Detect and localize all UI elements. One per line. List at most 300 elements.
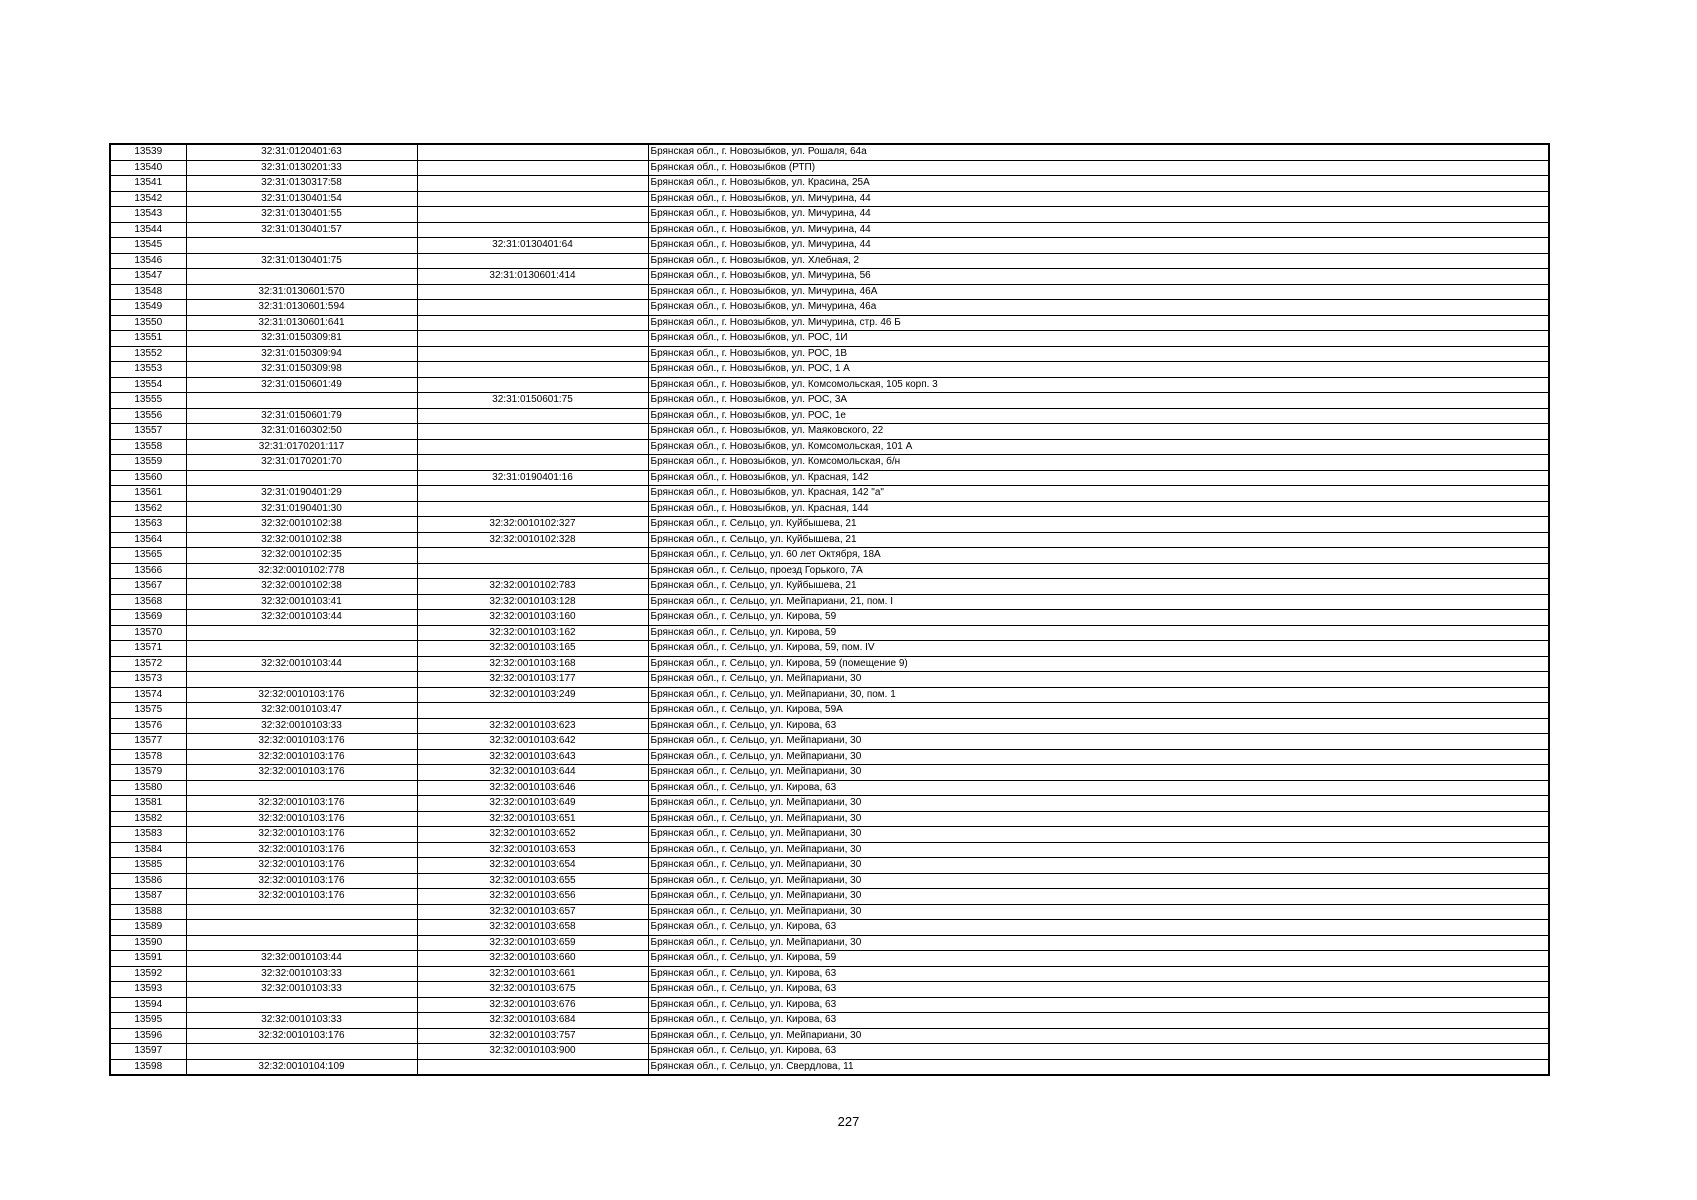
table-row xyxy=(110,144,1549,160)
cadastral-number-cell: 32:32:0010103:176 xyxy=(186,889,417,905)
object-number-cell xyxy=(417,191,648,207)
row-number-cell: 13566 xyxy=(110,563,186,579)
cadastral-number-cell xyxy=(186,997,417,1013)
address-cell: Брянская обл., г. Сельцо, ул. Кирова, 63 xyxy=(648,718,1549,734)
row-number-cell: 13560 xyxy=(110,470,186,486)
cadastral-number-cell: 32:32:0010103:176 xyxy=(186,687,417,703)
address-cell: Брянская обл., г. Сельцо, ул. Мейпариани, 30 xyxy=(648,904,1549,920)
table-row xyxy=(110,672,1549,688)
object-number-cell xyxy=(417,486,648,502)
cadastral-number-cell: 32:32:0010102:778 xyxy=(186,563,417,579)
cadastral-number-cell xyxy=(186,920,417,936)
table-row xyxy=(110,594,1549,610)
table-row xyxy=(110,827,1549,843)
object-number-cell xyxy=(417,408,648,424)
table-row xyxy=(110,548,1549,564)
object-number-cell: 32:32:0010103:649 xyxy=(417,796,648,812)
object-number-cell: 32:32:0010103:652 xyxy=(417,827,648,843)
table-row xyxy=(110,176,1549,192)
row-number-cell: 13591 xyxy=(110,951,186,967)
table-row xyxy=(110,284,1549,300)
row-number-cell: 13576 xyxy=(110,718,186,734)
address-cell: Брянская обл., г. Новозыбков, ул. Мичурина, 44 xyxy=(648,207,1549,223)
cadastral-number-cell xyxy=(186,780,417,796)
row-number-cell: 13569 xyxy=(110,610,186,626)
table-row xyxy=(110,703,1549,719)
cadastral-number-cell xyxy=(186,641,417,657)
address-cell: Брянская обл., г. Новозыбков, ул. РОС, 1е xyxy=(648,408,1549,424)
address-cell: Брянская обл., г. Сельцо, ул. Мейпариани, 30 xyxy=(648,672,1549,688)
row-number-cell: 13594 xyxy=(110,997,186,1013)
object-number-cell: 32:32:0010102:783 xyxy=(417,579,648,595)
row-number-cell: 13540 xyxy=(110,160,186,176)
cadastral-number-cell xyxy=(186,672,417,688)
row-number-cell: 13582 xyxy=(110,811,186,827)
table-row xyxy=(110,796,1549,812)
table-row xyxy=(110,532,1549,548)
table-row xyxy=(110,656,1549,672)
row-number-cell: 13539 xyxy=(110,144,186,160)
address-cell: Брянская обл., г. Сельцо, ул. 60 лет Октября, 18А xyxy=(648,548,1549,564)
address-cell: Брянская обл., г. Новозыбков, ул. Мичурина, стр. 46 Б xyxy=(648,315,1549,331)
object-number-cell: 32:32:0010103:165 xyxy=(417,641,648,657)
address-cell: Брянская обл., г. Новозыбков, ул. Комсомольская, 105 корп. 3 xyxy=(648,377,1549,393)
row-number-cell: 13590 xyxy=(110,935,186,951)
address-cell: Брянская обл., г. Сельцо, ул. Мейпариани, 30 xyxy=(648,811,1549,827)
object-number-cell xyxy=(417,439,648,455)
cadastral-number-cell: 32:31:0120401:63 xyxy=(186,144,417,160)
address-cell: Брянская обл., г. Сельцо, ул. Куйбышева, 21 xyxy=(648,517,1549,533)
cadastral-number-cell xyxy=(186,269,417,285)
table-row xyxy=(110,641,1549,657)
object-number-cell xyxy=(417,300,648,316)
object-number-cell: 32:32:0010103:900 xyxy=(417,1044,648,1060)
table-row xyxy=(110,486,1549,502)
address-cell: Брянская обл., г. Новозыбков, ул. Красная, 144 xyxy=(648,501,1549,517)
row-number-cell: 13585 xyxy=(110,858,186,874)
object-number-cell: 32:32:0010103:757 xyxy=(417,1028,648,1044)
row-number-cell: 13544 xyxy=(110,222,186,238)
registry-table xyxy=(109,143,1550,1076)
address-cell: Брянская обл., г. Сельцо, ул. Кирова, 63 xyxy=(648,780,1549,796)
row-number-cell: 13577 xyxy=(110,734,186,750)
address-cell: Брянская обл., г. Сельцо, ул. Мейпариани, 30 xyxy=(648,873,1549,889)
object-number-cell: 32:32:0010103:177 xyxy=(417,672,648,688)
row-number-cell: 13571 xyxy=(110,641,186,657)
object-number-cell: 32:32:0010103:643 xyxy=(417,749,648,765)
object-number-cell: 32:32:0010103:653 xyxy=(417,842,648,858)
cadastral-number-cell: 32:31:0130401:55 xyxy=(186,207,417,223)
row-number-cell: 13546 xyxy=(110,253,186,269)
object-number-cell: 32:32:0010103:162 xyxy=(417,625,648,641)
address-cell: Брянская обл., г. Сельцо, ул. Куйбышева, 21 xyxy=(648,532,1549,548)
row-number-cell: 13549 xyxy=(110,300,186,316)
object-number-cell: 32:32:0010103:160 xyxy=(417,610,648,626)
table-row xyxy=(110,393,1549,409)
row-number-cell: 13559 xyxy=(110,455,186,471)
row-number-cell: 13562 xyxy=(110,501,186,517)
row-number-cell: 13583 xyxy=(110,827,186,843)
address-cell: Брянская обл., г. Новозыбков, ул. Красина, 25А xyxy=(648,176,1549,192)
row-number-cell: 13551 xyxy=(110,331,186,347)
address-cell: Брянская обл., г. Новозыбков, ул. РОС, 1 А xyxy=(648,362,1549,378)
table-row xyxy=(110,579,1549,595)
cadastral-number-cell: 32:32:0010103:41 xyxy=(186,594,417,610)
table-row xyxy=(110,718,1549,734)
object-number-cell: 32:32:0010103:646 xyxy=(417,780,648,796)
table-row xyxy=(110,563,1549,579)
cadastral-number-cell: 32:32:0010103:176 xyxy=(186,796,417,812)
address-cell: Брянская обл., г. Новозыбков, ул. Мичурина, 46А xyxy=(648,284,1549,300)
cadastral-number-cell xyxy=(186,1044,417,1060)
row-number-cell: 13575 xyxy=(110,703,186,719)
table-row xyxy=(110,811,1549,827)
table-row xyxy=(110,610,1549,626)
address-cell: Брянская обл., г. Сельцо, ул. Кирова, 59 (помещение 9) xyxy=(648,656,1549,672)
address-cell: Брянская обл., г. Сельцо, ул. Кирова, 59 xyxy=(648,610,1549,626)
cadastral-number-cell: 32:32:0010103:33 xyxy=(186,982,417,998)
table-row xyxy=(110,377,1549,393)
table-row xyxy=(110,780,1549,796)
address-cell: Брянская обл., г. Сельцо, ул. Мейпариани, 30 xyxy=(648,734,1549,750)
row-number-cell: 13548 xyxy=(110,284,186,300)
address-cell: Брянская обл., г. Сельцо, ул. Кирова, 63 xyxy=(648,997,1549,1013)
row-number-cell: 13545 xyxy=(110,238,186,254)
cadastral-number-cell: 32:31:0190401:30 xyxy=(186,501,417,517)
table-row xyxy=(110,842,1549,858)
cadastral-number-cell xyxy=(186,625,417,641)
object-number-cell xyxy=(417,284,648,300)
object-number-cell: 32:31:0130601:414 xyxy=(417,269,648,285)
table-row xyxy=(110,904,1549,920)
cadastral-number-cell: 32:31:0160302:50 xyxy=(186,424,417,440)
row-number-cell: 13581 xyxy=(110,796,186,812)
address-cell: Брянская обл., г. Сельцо, ул. Мейпариани, 21, пом. I xyxy=(648,594,1549,610)
object-number-cell: 32:32:0010103:654 xyxy=(417,858,648,874)
cadastral-number-cell: 32:31:0130401:57 xyxy=(186,222,417,238)
object-number-cell: 32:32:0010103:168 xyxy=(417,656,648,672)
cadastral-number-cell xyxy=(186,904,417,920)
object-number-cell xyxy=(417,362,648,378)
cadastral-number-cell: 32:32:0010103:176 xyxy=(186,873,417,889)
row-number-cell: 13598 xyxy=(110,1059,186,1075)
address-cell: Брянская обл., г. Сельцо, ул. Мейпариани, 30 xyxy=(648,796,1549,812)
table-row xyxy=(110,424,1549,440)
address-cell: Брянская обл., г. Новозыбков, ул. Комсомольская, 101 А xyxy=(648,439,1549,455)
table-row xyxy=(110,966,1549,982)
table-row xyxy=(110,982,1549,998)
table-row xyxy=(110,191,1549,207)
cadastral-number-cell: 32:32:0010103:176 xyxy=(186,734,417,750)
table-row xyxy=(110,749,1549,765)
object-number-cell: 32:32:0010103:642 xyxy=(417,734,648,750)
cadastral-number-cell: 32:31:0130601:570 xyxy=(186,284,417,300)
object-number-cell: 32:32:0010103:684 xyxy=(417,1013,648,1029)
table-row xyxy=(110,889,1549,905)
table-row xyxy=(110,455,1549,471)
row-number-cell: 13578 xyxy=(110,749,186,765)
row-number-cell: 13547 xyxy=(110,269,186,285)
table-row xyxy=(110,1028,1549,1044)
row-number-cell: 13561 xyxy=(110,486,186,502)
address-cell: Брянская обл., г. Сельцо, ул. Мейпариани, 30 xyxy=(648,765,1549,781)
row-number-cell: 13556 xyxy=(110,408,186,424)
cadastral-number-cell: 32:31:0150309:94 xyxy=(186,346,417,362)
row-number-cell: 13552 xyxy=(110,346,186,362)
object-number-cell: 32:32:0010102:327 xyxy=(417,517,648,533)
object-number-cell xyxy=(417,176,648,192)
object-number-cell xyxy=(417,144,648,160)
object-number-cell xyxy=(417,703,648,719)
row-number-cell: 13563 xyxy=(110,517,186,533)
row-number-cell: 13588 xyxy=(110,904,186,920)
cadastral-number-cell xyxy=(186,393,417,409)
table-row xyxy=(110,625,1549,641)
row-number-cell: 13543 xyxy=(110,207,186,223)
row-number-cell: 13595 xyxy=(110,1013,186,1029)
cadastral-number-cell xyxy=(186,470,417,486)
row-number-cell: 13572 xyxy=(110,656,186,672)
cadastral-number-cell: 32:32:0010103:33 xyxy=(186,718,417,734)
address-cell: Брянская обл., г. Новозыбков, ул. Красная, 142 "а" xyxy=(648,486,1549,502)
address-cell: Брянская обл., г. Сельцо, ул. Куйбышева, 21 xyxy=(648,579,1549,595)
object-number-cell xyxy=(417,563,648,579)
object-number-cell: 32:32:0010103:659 xyxy=(417,935,648,951)
row-number-cell: 13573 xyxy=(110,672,186,688)
cadastral-number-cell: 32:32:0010102:38 xyxy=(186,579,417,595)
table-row xyxy=(110,501,1549,517)
cadastral-number-cell: 32:31:0130401:54 xyxy=(186,191,417,207)
table-row xyxy=(110,734,1549,750)
table-row xyxy=(110,160,1549,176)
table-row xyxy=(110,300,1549,316)
row-number-cell: 13589 xyxy=(110,920,186,936)
object-number-cell: 32:31:0150601:75 xyxy=(417,393,648,409)
cadastral-number-cell xyxy=(186,935,417,951)
cadastral-number-cell: 32:32:0010103:176 xyxy=(186,811,417,827)
address-cell: Брянская обл., г. Новозыбков, ул. Мичурина, 56 xyxy=(648,269,1549,285)
cadastral-number-cell: 32:31:0150601:79 xyxy=(186,408,417,424)
table-row xyxy=(110,253,1549,269)
table-row xyxy=(110,470,1549,486)
object-number-cell xyxy=(417,424,648,440)
cadastral-number-cell: 32:31:0130601:641 xyxy=(186,315,417,331)
table-row xyxy=(110,1044,1549,1060)
table-row xyxy=(110,1059,1549,1075)
cadastral-number-cell: 32:32:0010104:109 xyxy=(186,1059,417,1075)
cadastral-number-cell: 32:32:0010103:176 xyxy=(186,765,417,781)
address-cell: Брянская обл., г. Сельцо, ул. Мейпариани, 30 xyxy=(648,935,1549,951)
row-number-cell: 13592 xyxy=(110,966,186,982)
object-number-cell: 32:32:0010103:658 xyxy=(417,920,648,936)
table-row xyxy=(110,935,1549,951)
address-cell: Брянская обл., г. Новозыбков, ул. Мичурина, 44 xyxy=(648,191,1549,207)
table-row xyxy=(110,873,1549,889)
row-number-cell: 13557 xyxy=(110,424,186,440)
row-number-cell: 13564 xyxy=(110,532,186,548)
table-row xyxy=(110,1013,1549,1029)
row-number-cell: 13597 xyxy=(110,1044,186,1060)
row-number-cell: 13558 xyxy=(110,439,186,455)
table-row xyxy=(110,765,1549,781)
address-cell: Брянская обл., г. Сельцо, ул. Мейпариани, 30 xyxy=(648,858,1549,874)
table-row xyxy=(110,517,1549,533)
address-cell: Брянская обл., г. Новозыбков, ул. Хлебная, 2 xyxy=(648,253,1549,269)
address-cell: Брянская обл., г. Сельцо, ул. Кирова, 63 xyxy=(648,1013,1549,1029)
row-number-cell: 13584 xyxy=(110,842,186,858)
address-cell: Брянская обл., г. Сельцо, ул. Свердлова, 11 xyxy=(648,1059,1549,1075)
cadastral-number-cell: 32:31:0190401:29 xyxy=(186,486,417,502)
row-number-cell: 13568 xyxy=(110,594,186,610)
cadastral-number-cell: 32:32:0010102:38 xyxy=(186,517,417,533)
cadastral-number-cell: 32:32:0010103:33 xyxy=(186,1013,417,1029)
address-cell: Брянская обл., г. Новозыбков, ул. РОС, 1И xyxy=(648,331,1549,347)
address-cell: Брянская обл., г. Новозыбков, ул. РОС, 3А xyxy=(648,393,1549,409)
row-number-cell: 13554 xyxy=(110,377,186,393)
address-cell: Брянская обл., г. Сельцо, ул. Кирова, 59А xyxy=(648,703,1549,719)
table-row xyxy=(110,439,1549,455)
object-number-cell: 32:32:0010103:651 xyxy=(417,811,648,827)
object-number-cell xyxy=(417,548,648,564)
row-number-cell: 13553 xyxy=(110,362,186,378)
object-number-cell: 32:32:0010103:675 xyxy=(417,982,648,998)
table-row xyxy=(110,362,1549,378)
cadastral-number-cell: 32:32:0010103:44 xyxy=(186,656,417,672)
object-number-cell: 32:31:0130401:64 xyxy=(417,238,648,254)
object-number-cell xyxy=(417,346,648,362)
object-number-cell xyxy=(417,455,648,471)
object-number-cell: 32:32:0010103:660 xyxy=(417,951,648,967)
object-number-cell: 32:32:0010103:644 xyxy=(417,765,648,781)
cadastral-number-cell: 32:32:0010103:176 xyxy=(186,842,417,858)
object-number-cell: 32:32:0010102:328 xyxy=(417,532,648,548)
object-number-cell xyxy=(417,222,648,238)
cadastral-number-cell: 32:32:0010102:38 xyxy=(186,532,417,548)
row-number-cell: 13596 xyxy=(110,1028,186,1044)
address-cell: Брянская обл., г. Сельцо, ул. Кирова, 63 xyxy=(648,1044,1549,1060)
object-number-cell: 32:31:0190401:16 xyxy=(417,470,648,486)
object-number-cell xyxy=(417,160,648,176)
row-number-cell: 13570 xyxy=(110,625,186,641)
object-number-cell xyxy=(417,315,648,331)
address-cell: Брянская обл., г. Сельцо, ул. Кирова, 63 xyxy=(648,982,1549,998)
address-cell: Брянская обл., г. Новозыбков, ул. Мичурина, 44 xyxy=(648,238,1549,254)
address-cell: Брянская обл., г. Сельцо, ул. Мейпариани, 30 xyxy=(648,749,1549,765)
cadastral-number-cell: 32:32:0010102:35 xyxy=(186,548,417,564)
object-number-cell xyxy=(417,253,648,269)
object-number-cell xyxy=(417,1059,648,1075)
object-number-cell: 32:32:0010103:623 xyxy=(417,718,648,734)
table-row xyxy=(110,346,1549,362)
cadastral-number-cell: 32:32:0010103:176 xyxy=(186,749,417,765)
cadastral-number-cell: 32:31:0130201:33 xyxy=(186,160,417,176)
table-row xyxy=(110,997,1549,1013)
table-row xyxy=(110,238,1549,254)
registry-table-body xyxy=(110,144,1549,1075)
table-row xyxy=(110,687,1549,703)
cadastral-number-cell: 32:31:0150309:81 xyxy=(186,331,417,347)
cadastral-number-cell xyxy=(186,238,417,254)
address-cell: Брянская обл., г. Сельцо, ул. Кирова, 63 xyxy=(648,966,1549,982)
cadastral-number-cell: 32:32:0010103:44 xyxy=(186,610,417,626)
address-cell: Брянская обл., г. Новозыбков, ул. Маяковского, 22 xyxy=(648,424,1549,440)
object-number-cell: 32:32:0010103:661 xyxy=(417,966,648,982)
row-number-cell: 13565 xyxy=(110,548,186,564)
object-number-cell: 32:32:0010103:656 xyxy=(417,889,648,905)
cadastral-number-cell: 32:31:0150309:98 xyxy=(186,362,417,378)
address-cell: Брянская обл., г. Сельцо, ул. Мейпариани, 30 xyxy=(648,827,1549,843)
row-number-cell: 13593 xyxy=(110,982,186,998)
cadastral-number-cell: 32:32:0010103:44 xyxy=(186,951,417,967)
page-number: 227 xyxy=(837,1114,860,1129)
object-number-cell xyxy=(417,331,648,347)
row-number-cell: 13586 xyxy=(110,873,186,889)
address-cell: Брянская обл., г. Новозыбков, ул. РОС, 1В xyxy=(648,346,1549,362)
cadastral-number-cell: 32:31:0170201:117 xyxy=(186,439,417,455)
address-cell: Брянская обл., г. Сельцо, проезд Горького, 7А xyxy=(648,563,1549,579)
cadastral-number-cell: 32:31:0130401:75 xyxy=(186,253,417,269)
cadastral-number-cell: 32:32:0010103:176 xyxy=(186,1028,417,1044)
address-cell: Брянская обл., г. Новозыбков, ул. Рошаля, 64а xyxy=(648,144,1549,160)
address-cell: Брянская обл., г. Новозыбков, ул. Мичурина, 44 xyxy=(648,222,1549,238)
row-number-cell: 13579 xyxy=(110,765,186,781)
address-cell: Брянская обл., г. Новозыбков, ул. Красная, 142 xyxy=(648,470,1549,486)
address-cell: Брянская обл., г. Новозыбков (РТП) xyxy=(648,160,1549,176)
object-number-cell: 32:32:0010103:128 xyxy=(417,594,648,610)
table-row xyxy=(110,858,1549,874)
row-number-cell: 13587 xyxy=(110,889,186,905)
address-cell: Брянская обл., г. Сельцо, ул. Кирова, 59 xyxy=(648,951,1549,967)
table-row xyxy=(110,269,1549,285)
table-row xyxy=(110,315,1549,331)
cadastral-number-cell: 32:32:0010103:176 xyxy=(186,827,417,843)
table-row xyxy=(110,207,1549,223)
object-number-cell: 32:32:0010103:249 xyxy=(417,687,648,703)
row-number-cell: 13555 xyxy=(110,393,186,409)
address-cell: Брянская обл., г. Сельцо, ул. Мейпариани, 30 xyxy=(648,842,1549,858)
row-number-cell: 13542 xyxy=(110,191,186,207)
object-number-cell xyxy=(417,501,648,517)
address-cell: Брянская обл., г. Сельцо, ул. Кирова, 59, пом. IV xyxy=(648,641,1549,657)
address-cell: Брянская обл., г. Новозыбков, ул. Комсомольская, б/н xyxy=(648,455,1549,471)
row-number-cell: 13580 xyxy=(110,780,186,796)
table-row xyxy=(110,951,1549,967)
address-cell: Брянская обл., г. Сельцо, ул. Кирова, 63 xyxy=(648,920,1549,936)
row-number-cell: 13567 xyxy=(110,579,186,595)
object-number-cell: 32:32:0010103:657 xyxy=(417,904,648,920)
row-number-cell: 13574 xyxy=(110,687,186,703)
object-number-cell xyxy=(417,377,648,393)
cadastral-number-cell: 32:32:0010103:33 xyxy=(186,966,417,982)
cadastral-number-cell: 32:31:0150601:49 xyxy=(186,377,417,393)
object-number-cell: 32:32:0010103:655 xyxy=(417,873,648,889)
address-cell: Брянская обл., г. Сельцо, ул. Кирова, 59 xyxy=(648,625,1549,641)
object-number-cell: 32:32:0010103:676 xyxy=(417,997,648,1013)
address-cell: Брянская обл., г. Сельцо, ул. Мейпариани, 30 xyxy=(648,1028,1549,1044)
address-cell: Брянская обл., г. Сельцо, ул. Мейпариани, 30 xyxy=(648,889,1549,905)
row-number-cell: 13541 xyxy=(110,176,186,192)
table-row xyxy=(110,222,1549,238)
cadastral-number-cell: 32:31:0130317:58 xyxy=(186,176,417,192)
table-row xyxy=(110,408,1549,424)
row-number-cell: 13550 xyxy=(110,315,186,331)
cadastral-number-cell: 32:32:0010103:47 xyxy=(186,703,417,719)
cadastral-number-cell: 32:31:0170201:70 xyxy=(186,455,417,471)
cadastral-number-cell: 32:31:0130601:594 xyxy=(186,300,417,316)
object-number-cell xyxy=(417,207,648,223)
address-cell: Брянская обл., г. Сельцо, ул. Мейпариани, 30, пом. 1 xyxy=(648,687,1549,703)
cadastral-number-cell: 32:32:0010103:176 xyxy=(186,858,417,874)
